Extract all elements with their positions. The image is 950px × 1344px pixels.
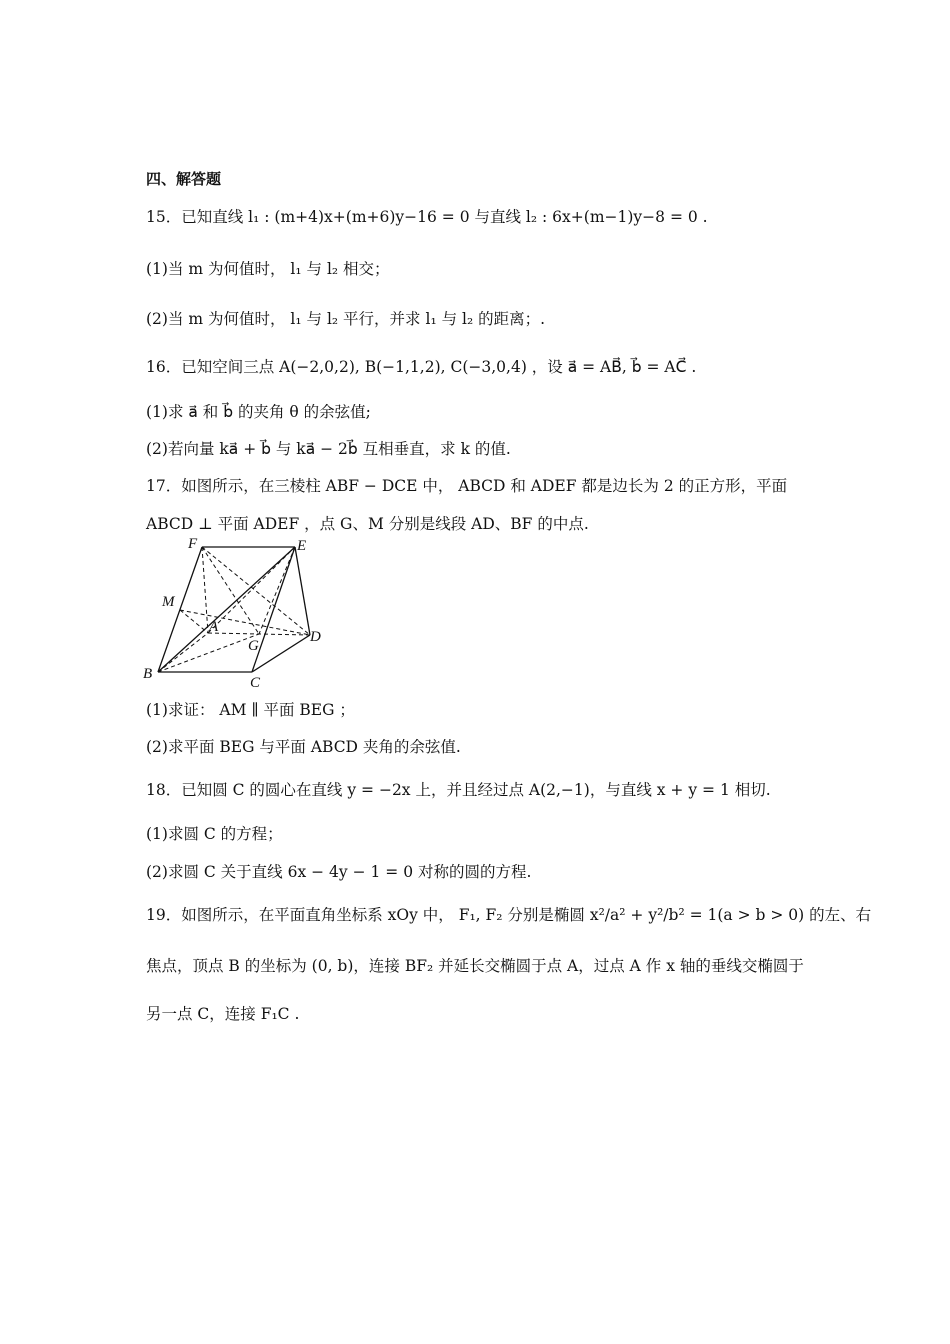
label-B: B: [143, 666, 153, 682]
edge-AE: [208, 547, 295, 633]
problem-16-q1: (1)求 a⃗ 和 b⃗ 的夹角 θ 的余弦值;: [146, 403, 371, 421]
label-E: E: [297, 538, 307, 554]
label-M: M: [162, 594, 175, 610]
edge-MD: [180, 610, 310, 635]
edge-ED: [295, 547, 310, 635]
edge-MA: [180, 610, 208, 633]
prism-figure: [140, 535, 330, 695]
problem-19-stem-line2: 焦点，顶点 B 的坐标为 (0, b)，连接 BF₂ 并延长交椭圆于点 A，过点 A 作 x 轴的垂线交椭圆于: [146, 957, 804, 975]
problem-17-stem-line2: ABCD ⊥ 平面 ADEF ，点 G、M 分别是线段 AD、BF 的中点.: [146, 515, 589, 533]
edge-EG: [259, 547, 295, 634]
problem-17-q2: (2)求平面 BEG 与平面 ABCD 夹角的余弦值.: [146, 738, 461, 756]
problem-19-stem-line1: 19．如图所示，在平面直角坐标系 xOy 中， F₁, F₂ 分别是椭圆 x²/a² + y²/b² = 1(a > b > 0) 的左、右: [146, 906, 872, 924]
label-D: D: [310, 629, 321, 645]
problem-16-stem: 16．已知空间三点 A(−2,0,2), B(−1,1,2), C(−3,0,4) ，设 a⃗ = AB⃗, b⃗ = AC⃗ .: [146, 358, 697, 376]
label-G: G: [248, 638, 259, 654]
edge-BG: [158, 634, 259, 672]
problem-18-stem: 18．已知圆 C 的圆心在直线 y = −2x 上，并且经过点 A(2,−1)，与直线 x + y = 1 相切.: [146, 781, 771, 799]
edge-FA: [202, 547, 208, 633]
problem-15-stem: 15．已知直线 l₁ : (m+4)x+(m+6)y−16 = 0 与直线 l₂ : 6x+(m−1)y−8 = 0 .: [146, 208, 708, 226]
edge-FD: [202, 547, 310, 635]
problem-16-q2: (2)若向量 ka⃗ + b⃗ 与 ka⃗ − 2b⃗ 互相垂直，求 k 的值.: [146, 440, 511, 458]
problem-18-q1: (1)求圆 C 的方程；: [146, 825, 283, 843]
problem-18-q2: (2)求圆 C 关于直线 6x − 4y − 1 = 0 对称的圆的方程.: [146, 863, 532, 881]
edge-BE: [158, 547, 295, 672]
problem-19-stem-line3: 另一点 C，连接 F₁C .: [146, 1005, 300, 1023]
problem-15-q2: (2)当 m 为何值时， l₁ 与 l₂ 平行，并求 l₁ 与 l₂ 的距离；.: [146, 310, 546, 328]
section-heading: 四、解答题: [146, 170, 222, 188]
problem-15-q1: (1)当 m 为何值时， l₁ 与 l₂ 相交；: [146, 260, 390, 278]
problem-17-q1: (1)求证： AM ∥ 平面 BEG ；: [146, 701, 355, 719]
problem-17-stem-line1: 17．如图所示，在三棱柱 ABF − DCE 中， ABCD 和 ADEF 都是边长为 2 的正方形，平面: [146, 477, 788, 495]
label-F: F: [188, 536, 198, 552]
label-C: C: [250, 675, 261, 691]
label-A: A: [209, 619, 219, 635]
edge-CD: [252, 635, 310, 672]
